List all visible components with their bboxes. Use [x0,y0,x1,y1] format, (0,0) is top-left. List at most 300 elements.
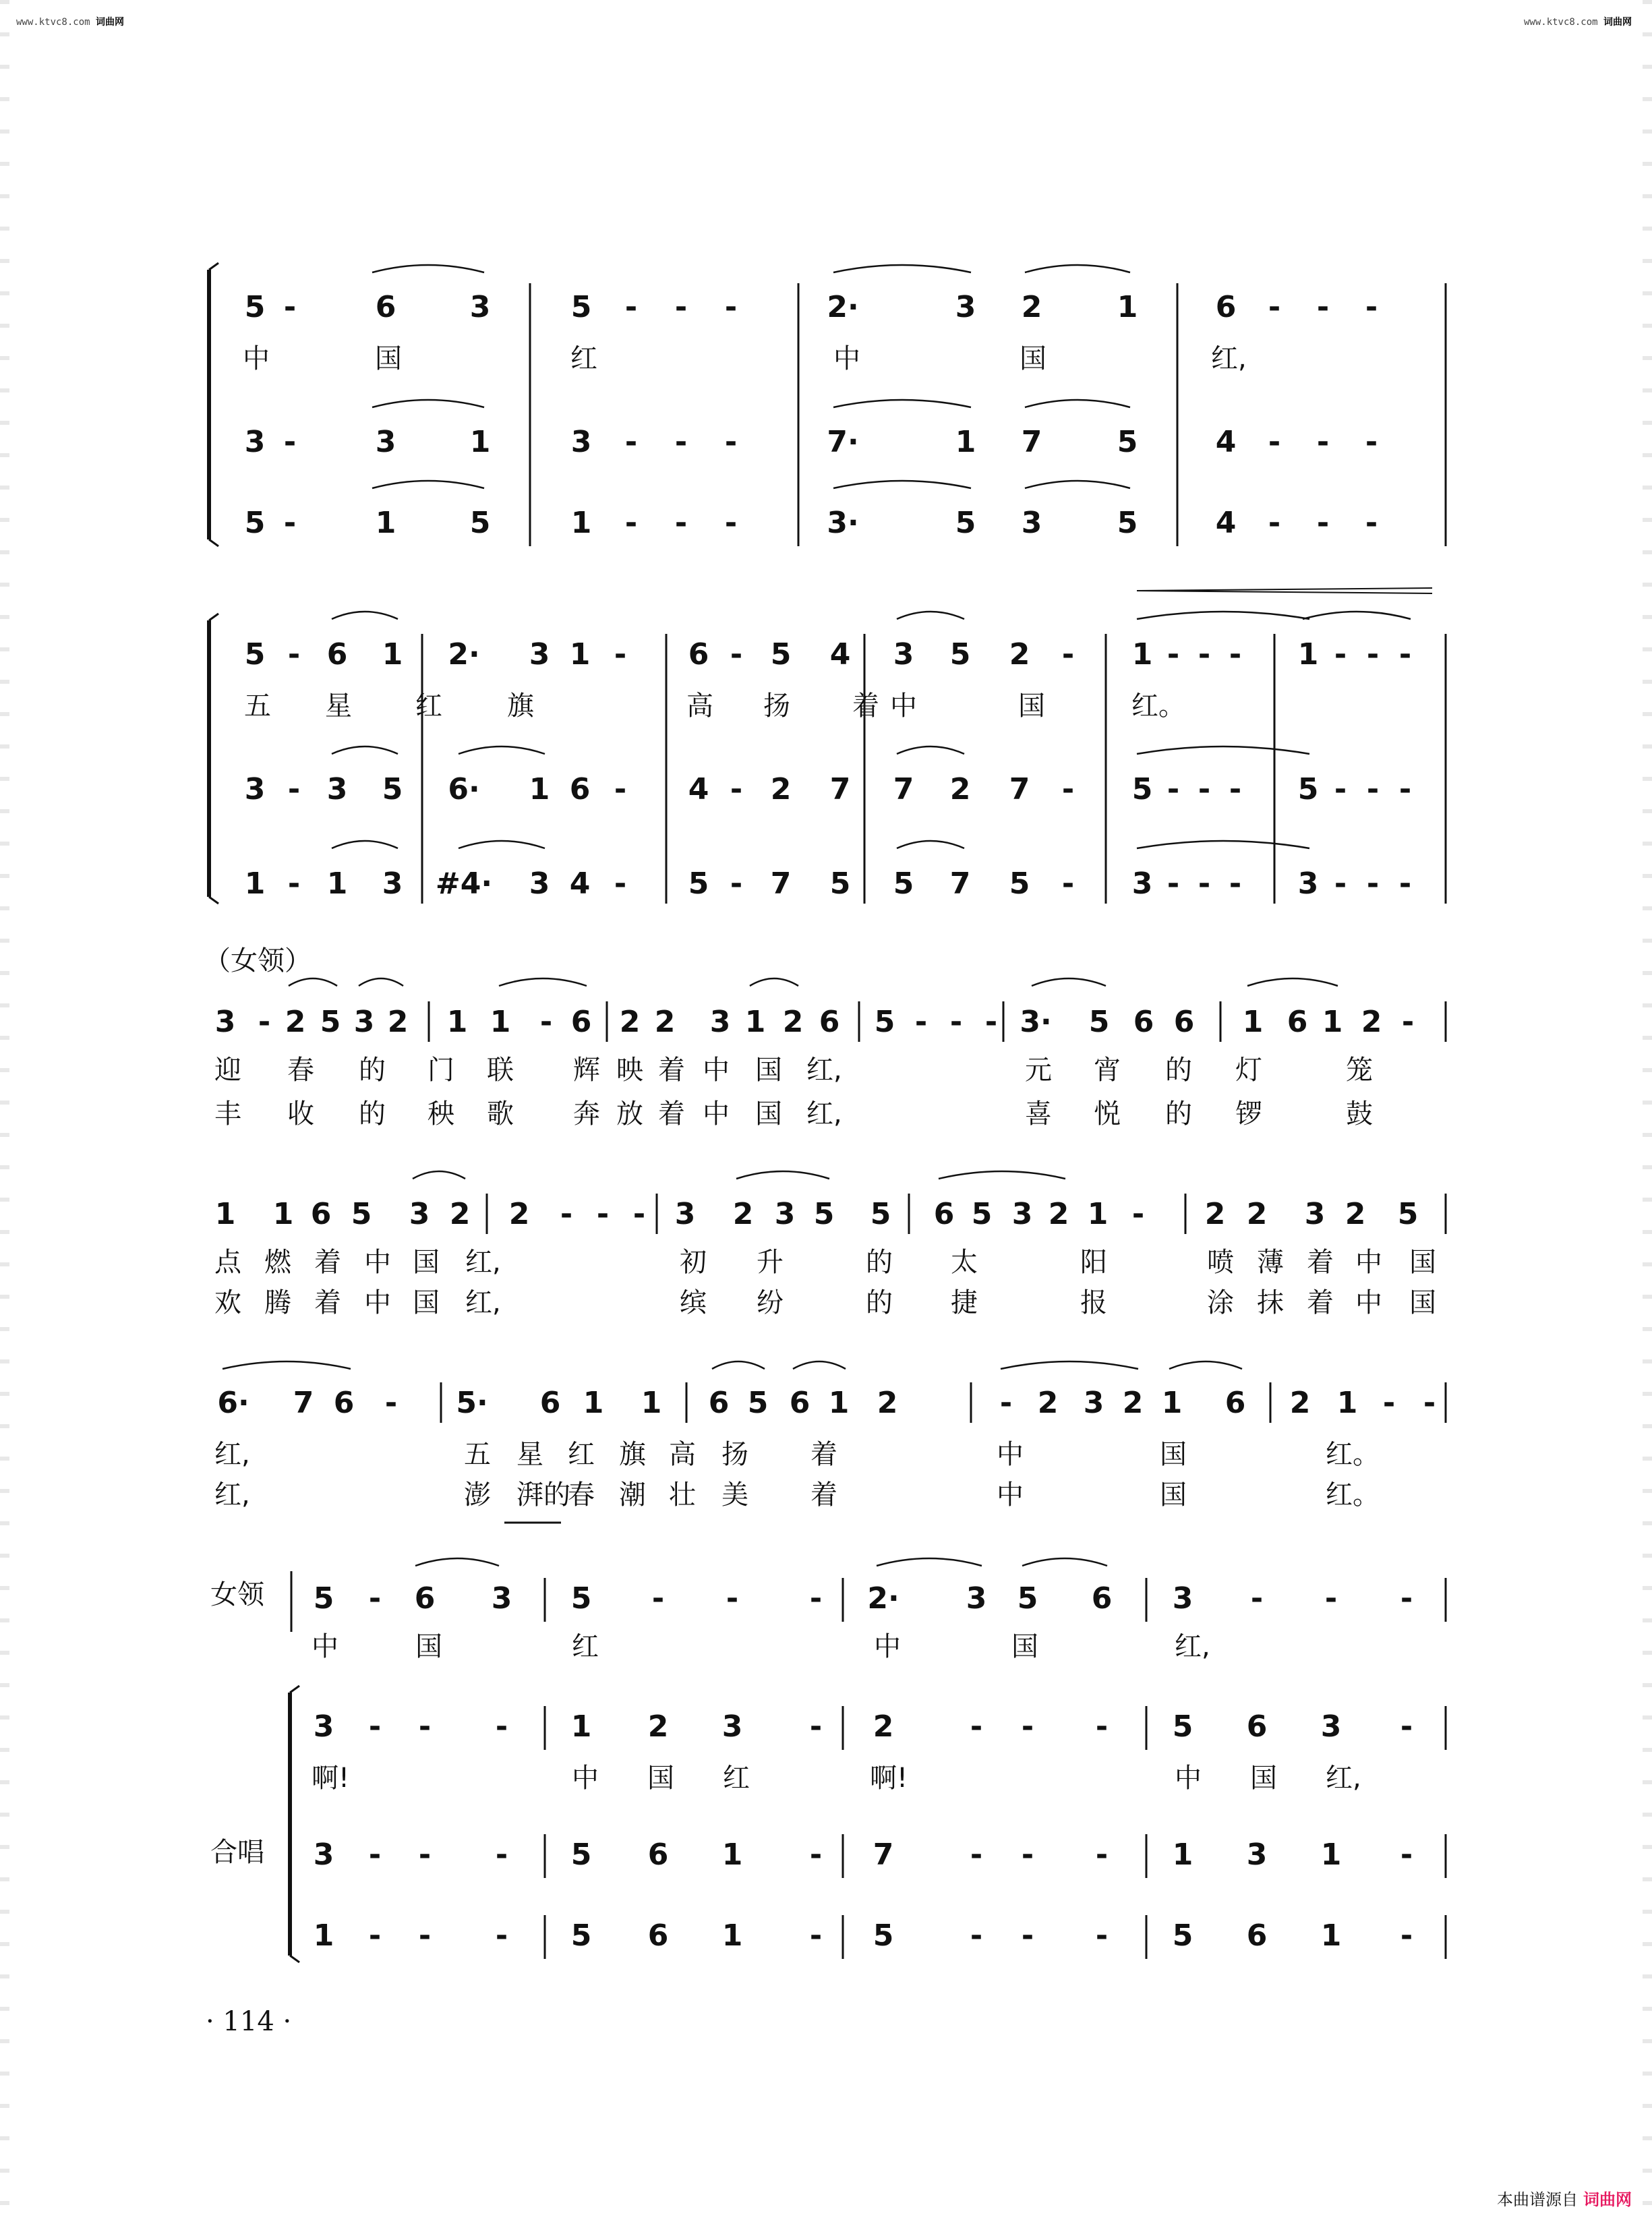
lyric-syllable: 扬 [721,1439,748,1470]
female-lead-paren-label: （女领） [204,945,312,976]
jianpu-note: 2 [1048,1197,1069,1231]
jianpu-note: 1 [490,1005,511,1039]
lyric-syllable: 扬 [763,691,790,722]
jianpu-note: 5 [244,506,266,540]
jianpu-note: 2 [1289,1386,1311,1420]
slur [736,1171,829,1179]
lyric-syllable: 着 [852,691,879,722]
jianpu-note: - [674,506,688,540]
jianpu-note: 6· [217,1386,249,1420]
jianpu-note: 1 [583,1386,604,1420]
lyric-syllable: 着 [810,1479,837,1510]
jianpu-note: - [1167,772,1180,806]
jianpu-note: - [1324,1581,1338,1616]
header-left-brand: 词曲网 [96,17,125,28]
lyric-syllable: 旗 [507,691,534,722]
jianpu-note: 7 [293,1386,314,1420]
slur [939,1171,1065,1179]
lyric-syllable: 的 [1165,1055,1192,1086]
lyric-syllable: 国 [1020,343,1046,374]
lyric-syllable: 迎 [214,1055,241,1086]
jianpu-note: 3 [674,1197,696,1231]
jianpu-note: 3 [529,867,550,901]
lyric-syllable: 歌 [487,1098,514,1129]
jianpu-note: 1 [1242,1005,1264,1039]
lyric-syllable: 中 [1175,1763,1202,1794]
lyric-syllable: 宵 [1094,1055,1121,1086]
jianpu-note: 2 [1345,1197,1366,1231]
jianpu-note: 1 [721,1838,743,1872]
slur [750,978,798,986]
slur [1303,612,1411,619]
jianpu-note: - [970,1918,983,1953]
slur [332,746,398,754]
jianpu-note: 5 [382,772,403,806]
footer-brand: 词曲网 [1583,2190,1632,2209]
slur [833,400,971,407]
lyric-syllable: 红。 [1131,691,1185,722]
jianpu-note: 7· [827,425,859,459]
jianpu-note: - [1398,867,1412,901]
jianpu-note: 2 [1009,637,1030,672]
jianpu-note: 6 [375,290,396,324]
lyric-syllable: 纷 [757,1287,784,1318]
lyric-syllable: 高 [669,1439,696,1470]
jianpu-note: - [1365,425,1378,459]
lyric-syllable: 中 [1355,1247,1382,1278]
lyric-syllable: 红, [806,1098,842,1129]
jianpu-note: - [1382,1386,1396,1420]
jianpu-note: - [283,425,297,459]
jianpu-note: 3 [244,425,266,459]
jianpu-note: 5 [949,637,971,672]
lyric-syllable: 初 [680,1247,707,1278]
jianpu-note: 7 [829,772,851,806]
jianpu-note: 3 [1304,1197,1326,1231]
slur [1025,265,1130,272]
slur [359,978,403,986]
jianpu-note: 2· [827,290,859,324]
jianpu-note: - [368,1918,382,1953]
jianpu-note: 6 [1246,1918,1268,1953]
jianpu-note: - [624,290,638,324]
jianpu-note: - [596,1197,610,1231]
lyric-syllable: 国 [755,1098,782,1129]
jianpu-note: 5 [955,506,976,540]
jianpu-note: 1 [641,1386,662,1420]
footer-source [1497,2186,1632,2210]
jianpu-note: 6 [1215,290,1237,324]
jianpu-note: 5 [351,1197,372,1231]
lyric-syllable: 太 [951,1247,978,1278]
lyric-syllable: 澎 [464,1479,491,1510]
jianpu-note: 6 [539,1386,561,1420]
lyric-syllable: 春 [287,1055,314,1086]
jianpu-note: - [1400,1918,1413,1953]
jianpu-note: 5 [570,1581,592,1616]
slur [415,1558,499,1566]
jianpu-note: - [1021,1918,1034,1953]
jianpu-note: - [632,1197,646,1231]
lyric-syllable: 国 [1018,691,1045,722]
jianpu-note: 4 [1215,425,1237,459]
page-number: · 114 · [206,2006,292,2037]
jianpu-note: 5 [469,506,491,540]
lyric-syllable: 联 [487,1055,514,1086]
jianpu-note: - [724,290,738,324]
jianpu-note: 2 [782,1005,804,1039]
jianpu-note: - [1167,867,1180,901]
lyric-syllable: 中 [572,1763,599,1794]
lyric-syllable: 鼓 [1346,1098,1373,1129]
slur [1137,841,1309,848]
lyric-syllable: 的 [359,1055,386,1086]
jianpu-note: 3 [529,637,550,672]
lyric-syllable: 门 [427,1055,454,1086]
jianpu-note: - [624,425,638,459]
jianpu-note: 2 [285,1005,306,1039]
jianpu-note: #4· [435,867,493,901]
jianpu-note: 5 [1117,506,1138,540]
lyric-syllable: 着 [810,1439,837,1470]
jianpu-note: 5 [570,1838,592,1872]
jianpu-note: 6 [708,1386,730,1420]
lyric-syllable: 红 [723,1763,750,1794]
jianpu-note: 3 [382,867,403,901]
lyric-syllable: 中 [997,1439,1024,1470]
lyric-syllable: 映 [616,1055,643,1086]
jianpu-note: - [809,1918,823,1953]
lyric-syllable: 着 [658,1098,685,1129]
slur [1137,612,1309,619]
lyric-syllable: 锣 [1235,1098,1262,1129]
lyric-syllable: 燃 [264,1247,291,1278]
system1-bracket-bottom [209,539,218,546]
lyric-syllable: 国 [415,1631,442,1662]
jianpu-note: 1 [469,425,491,459]
jianpu-note: 1 [1322,1005,1343,1039]
jianpu-note: - [1334,637,1347,672]
jianpu-note: - [283,290,297,324]
jianpu-note: 1 [529,772,550,806]
slur [372,400,484,407]
jianpu-note: 5 [1017,1581,1038,1616]
lyric-syllable: 中 [997,1479,1024,1510]
jianpu-note: - [1334,867,1347,901]
jianpu-note: 3 [1297,867,1319,901]
jianpu-note: - [418,1918,432,1953]
jianpu-note: 1 [1336,1386,1358,1420]
jianpu-note: 6· [448,772,480,806]
lyric-syllable: 的 [1165,1098,1192,1129]
crescendo-hairpin-lower [1137,588,1432,591]
jianpu-note: - [384,1386,398,1420]
jianpu-note: - [730,867,743,901]
lyric-syllable: 灯 [1235,1055,1262,1086]
jianpu-note: 1 [375,506,396,540]
jianpu-note: - [614,772,627,806]
jianpu-note: 5 [320,1005,341,1039]
jianpu-note: 5 [770,637,792,672]
lyric-syllable: 收 [287,1098,314,1129]
lyric-syllable: 湃的 [517,1479,570,1510]
lyric-syllable: 红。 [1326,1439,1380,1470]
jianpu-note: 1 [244,867,266,901]
slur [1247,978,1338,986]
lyric-syllable: 旗 [619,1439,646,1470]
lyric-syllable: 中 [833,343,860,374]
lyric-syllable: 腾 [264,1287,291,1318]
jianpu-note: - [651,1581,665,1616]
lyric-syllable: 薄 [1257,1247,1284,1278]
jianpu-note: - [1268,425,1281,459]
jianpu-note: - [1061,772,1075,806]
jianpu-note: 3 [709,1005,731,1039]
jianpu-note: - [1398,637,1412,672]
lyric-syllable: 辉 [573,1055,600,1086]
slur [1022,1558,1107,1566]
jianpu-note: - [560,1197,573,1231]
jianpu-note: 3· [1020,1005,1052,1039]
jianpu-note: 6 [414,1581,436,1616]
slur [372,481,484,488]
jianpu-note: - [418,1709,432,1744]
lyric-syllable: 国 [647,1763,674,1794]
lyric-syllable: 潮 [619,1479,646,1510]
jianpu-note: - [418,1838,432,1872]
jianpu-note: - [1095,1838,1109,1872]
lyric-syllable: 红, [806,1055,842,1086]
jianpu-note: 2· [867,1581,899,1616]
lyric-syllable: 五 [244,691,271,722]
jianpu-note: - [1131,1197,1145,1231]
jianpu-note: 5 [873,1918,894,1953]
jianpu-note: 5 [570,1918,592,1953]
lyric-syllable: 着 [314,1287,341,1318]
jianpu-note: 6 [647,1918,669,1953]
lyric-syllable: 中 [364,1287,391,1318]
system2-bracket-top [209,614,218,620]
jianpu-note: 1 [1161,1386,1183,1420]
jianpu-note: - [1095,1918,1109,1953]
jianpu-note: 6 [789,1386,810,1420]
jianpu-note: 3 [1021,506,1042,540]
jianpu-note: - [674,425,688,459]
jianpu-note: 6 [333,1386,355,1420]
jianpu-note: 3 [469,290,491,324]
lyric-syllable: 元 [1025,1055,1052,1086]
crescendo-hairpin-upper [1137,591,1432,593]
jianpu-note: - [1400,1581,1413,1616]
jianpu-note: - [809,1838,823,1872]
lyric-syllable: 星 [325,691,352,722]
jianpu-note: 1 [1297,637,1319,672]
jianpu-note: - [1365,290,1378,324]
jianpu-note: - [984,1005,998,1039]
jianpu-note: 3 [409,1197,430,1231]
lyric-syllable: 五 [464,1439,491,1470]
lyric-syllable: 国 [1011,1631,1038,1662]
jianpu-note: 3 [1083,1386,1104,1420]
jianpu-note: 1 [1320,1838,1342,1872]
jianpu-note: - [970,1709,983,1744]
jianpu-note: 1 [1087,1197,1109,1231]
lyric-syllable: 中 [703,1055,730,1086]
jianpu-note: 3 [1011,1197,1033,1231]
jianpu-note: 1 [214,1197,236,1231]
jianpu-note: 5 [1009,867,1030,901]
slur [413,1171,465,1179]
jianpu-note: 6 [1133,1005,1154,1039]
jianpu-note: 7 [873,1838,894,1872]
jianpu-note: - [730,637,743,672]
lyric-syllable: 啊! [312,1763,350,1794]
jianpu-note: 7 [949,867,971,901]
lyric-syllable: 红, [1211,343,1247,374]
jianpu-note: 6 [326,637,348,672]
slur [833,481,971,488]
chorus-bracket-top [290,1686,299,1693]
lyric-syllable: 红, [1326,1763,1361,1794]
slur [499,978,587,986]
slur [877,1558,982,1566]
jianpu-note: - [1316,425,1330,459]
footer-text: 本曲谱源自 [1497,2190,1578,2209]
jianpu-note: - [1198,637,1211,672]
slur [1032,978,1106,986]
lyric-syllable: 红, [1175,1631,1210,1662]
slur [332,612,398,619]
jianpu-note: 6 [688,637,709,672]
system2-bracket-bottom [209,897,218,904]
jianpu-note: - [1366,637,1380,672]
lyric-syllable: 国 [1250,1763,1277,1794]
jianpu-note: 5 [1088,1005,1110,1039]
lyric-syllable: 着 [1307,1247,1334,1278]
jianpu-note: - [674,290,688,324]
lyric-syllable: 国 [1160,1479,1187,1510]
lyric-syllable: 中 [364,1247,391,1278]
lyric-syllable: 美 [721,1479,748,1510]
lyric-syllable: 壮 [669,1479,696,1510]
slur [712,1361,765,1369]
jianpu-note: 2 [1246,1197,1268,1231]
jianpu-note: 4 [829,637,851,672]
jianpu-note: 2 [770,772,792,806]
lyric-syllable: 的 [866,1247,893,1278]
jianpu-note: 4 [1215,506,1237,540]
jianpu-note: - [726,1581,739,1616]
jianpu-note: - [1423,1386,1436,1420]
lyric-syllable: 悦 [1094,1098,1121,1129]
jianpu-note: 2· [448,637,480,672]
jianpu-note: 5 [893,867,914,901]
jianpu-note: 3 [326,772,348,806]
jianpu-note: - [1401,1005,1415,1039]
jianpu-note: 1 [1131,637,1153,672]
lyric-syllable: 红, [465,1287,501,1318]
jianpu-note: - [1198,867,1211,901]
jianpu-note: 5 [688,867,709,901]
jianpu-note: - [970,1838,983,1872]
jianpu-note: - [999,1386,1013,1420]
jianpu-note: 3 [774,1197,796,1231]
jianpu-note: 2 [1021,290,1042,324]
jianpu-note: 1 [326,867,348,901]
lyric-syllable: 笼 [1346,1055,1373,1086]
jianpu-note: - [368,1581,382,1616]
jianpu-note: - [914,1005,928,1039]
jianpu-note: 1 [570,1709,592,1744]
jianpu-note: - [809,1581,823,1616]
jianpu-note: - [1398,772,1412,806]
jianpu-note: 3 [313,1838,334,1872]
jianpu-note: 6 [647,1838,669,1872]
lyric-syllable: 国 [1409,1287,1436,1318]
jianpu-note: - [495,1918,508,1953]
jianpu-note: 6 [1287,1005,1308,1039]
lyric-syllable: 中 [243,343,270,374]
jianpu-note: 2 [1361,1005,1382,1039]
lyric-syllable: 红 [572,1631,599,1662]
lyric-syllable: 升 [757,1247,784,1278]
jianpu-note: 1 [272,1197,294,1231]
lyric-syllable: 啊! [870,1763,908,1794]
jianpu-note: 3 [966,1581,987,1616]
jianpu-note: 3 [214,1005,236,1039]
jianpu-note: 1 [955,425,976,459]
slur [1137,746,1309,754]
jianpu-note: 1 [721,1918,743,1953]
jianpu-note: 5 [1297,772,1319,806]
jianpu-note: - [368,1709,382,1744]
jianpu-note: 2 [877,1386,898,1420]
lyric-syllable: 着 [658,1055,685,1086]
jianpu-note: 1 [446,1005,468,1039]
jianpu-note: - [287,637,301,672]
jianpu-note: - [287,772,301,806]
lyric-syllable: 红 [570,343,597,374]
jianpu-note: 5 [874,1005,895,1039]
jianpu-note: - [287,867,301,901]
jianpu-note: - [1021,1709,1034,1744]
jianpu-note: 3 [1246,1838,1268,1872]
jianpu-note: 3 [1320,1709,1342,1744]
lyric-syllable: 红。 [1326,1479,1380,1510]
slur [1025,481,1130,488]
lyric-syllable: 报 [1080,1287,1107,1318]
jianpu-note: - [724,425,738,459]
slur [833,265,971,272]
header-right-site: www.ktvc8.com [1523,17,1598,28]
jianpu-note: 5 [1131,772,1153,806]
jianpu-note: 5 [1172,1709,1193,1744]
lyric-syllable: 的 [359,1098,386,1129]
jianpu-note: 5 [1397,1197,1419,1231]
lyric-syllable: 奔 [573,1098,600,1129]
lyric-syllable: 捷 [951,1287,978,1318]
slur [1001,1361,1138,1369]
system1-bracket-top [209,263,218,270]
jianpu-note: 5 [570,290,592,324]
header-left-site: www.ktvc8.com [16,17,90,28]
jianpu-note: - [1061,867,1075,901]
jianpu-note: 1 [1172,1838,1193,1872]
jianpu-note: - [949,1005,963,1039]
jianpu-note: - [1366,867,1380,901]
jianpu-note: 5 [813,1197,835,1231]
jianpu-note: - [724,506,738,540]
